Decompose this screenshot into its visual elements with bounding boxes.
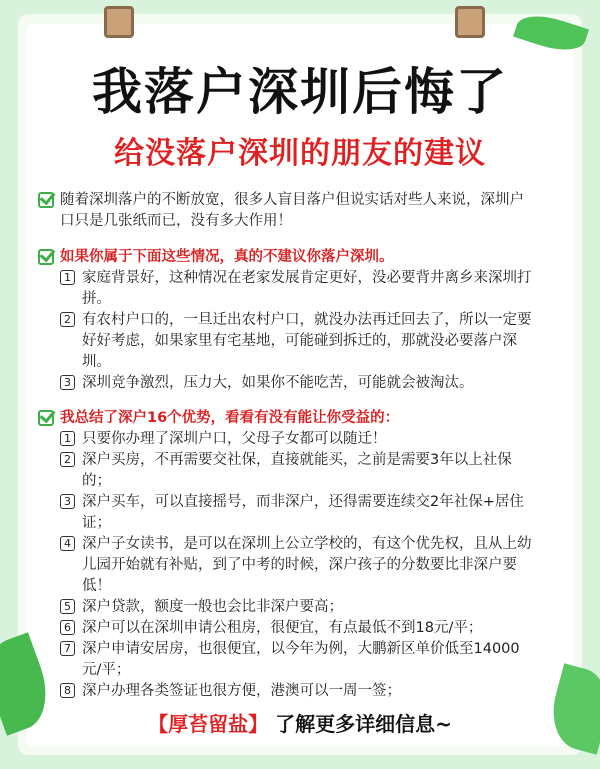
number-badge: 3 [60,375,75,390]
list-item [60,681,535,702]
number-badge: 7 [60,641,75,656]
section-heading: 我总结了深户16个优势，看看有没有能让你受益的： [60,410,400,426]
number-badge: 1 [60,270,75,285]
intro-block [60,190,535,232]
number-badge: 2 [60,452,75,467]
section-heading: 如果你属于下面这些情况，真的不建议你落户深圳。 [60,249,394,265]
list-item [60,492,535,534]
list-item [60,450,535,492]
list-item-text: 只要你办理了深圳户口，父母子女都可以随迁！ [82,431,387,447]
number-badge: 8 [60,683,75,698]
number-badge: 1 [60,431,75,446]
list-item [60,268,535,310]
list-item [60,310,535,373]
list-item [60,429,535,450]
page-title: 我落户深圳后悔了 [92,63,508,121]
list-item-text: 深户子女读书，是可以在深圳上公立学校的，有这个优先权，且从上幼儿园开始就有补贴，到了中考的时候，深户孩子的分数要比非深户要低！ [82,536,532,594]
intro-text: 随着深圳落户的不断放宽，很多人盲目落户但说实话对些人来说，深圳户口只是几张纸而已，没有多大作用！ [60,192,524,229]
footer-text: 了解更多详细信息~ [275,712,452,736]
checkbox-icon [38,192,54,208]
list-item-text: 家庭背景好，这种情况在老家发展肯定更好，没必要背井离乡来深圳打拼。 [82,270,532,307]
list-item-text: 深户申请安居房，也很便宜，以今年为例，大鹏新区单价低至14000元/平； [82,641,520,678]
list-item-text: 深户可以在深圳申请公租房，很便宜，有点最低不到18元/平； [82,620,483,636]
number-badge: 6 [60,620,75,635]
list-item [60,597,535,618]
list-item [60,373,535,394]
number-badge: 5 [60,599,75,614]
number-badge: 4 [60,536,75,551]
list-item [60,639,535,681]
list-item-text: 深户买房，不再需要交社保，直接就能买，之前是需要3年以上社保的； [82,452,512,489]
number-badge: 2 [60,312,75,327]
list-item-text: 有农村户口的，一旦迁出农村户口，就没办法再迁回去了，所以一定要好好考虑，如果家里有宅基地，可能碰到拆迁的，那就没必要落户深圳。 [82,312,532,370]
list-item [60,618,535,639]
checkbox-icon [38,249,54,265]
checkbox-icon [38,410,54,426]
footer-highlight: 【厚苔留盐】 [148,712,269,736]
section-advantages [60,408,535,702]
list-item-text: 深户买车，可以直接摇号，而非深户，还得需要连续交2年社保+居住证； [82,494,524,531]
footer-cta [0,708,600,737]
clip-decoration-icon [104,6,134,38]
list-item-text: 深圳竞争激烈，压力大，如果你不能吃苦，可能就会被淘汰。 [82,375,474,391]
section-not-recommended [60,247,535,394]
page-subtitle: 给没落户深圳的朋友的建议 [114,136,486,171]
list-item [60,534,535,597]
number-badge: 3 [60,494,75,509]
clip-decoration-icon [455,6,485,38]
list-item-text: 深户办理各类签证也很方便，港澳可以一周一签； [82,683,401,699]
list-item-text: 深户贷款，额度一般也会比非深户要高； [82,599,343,615]
